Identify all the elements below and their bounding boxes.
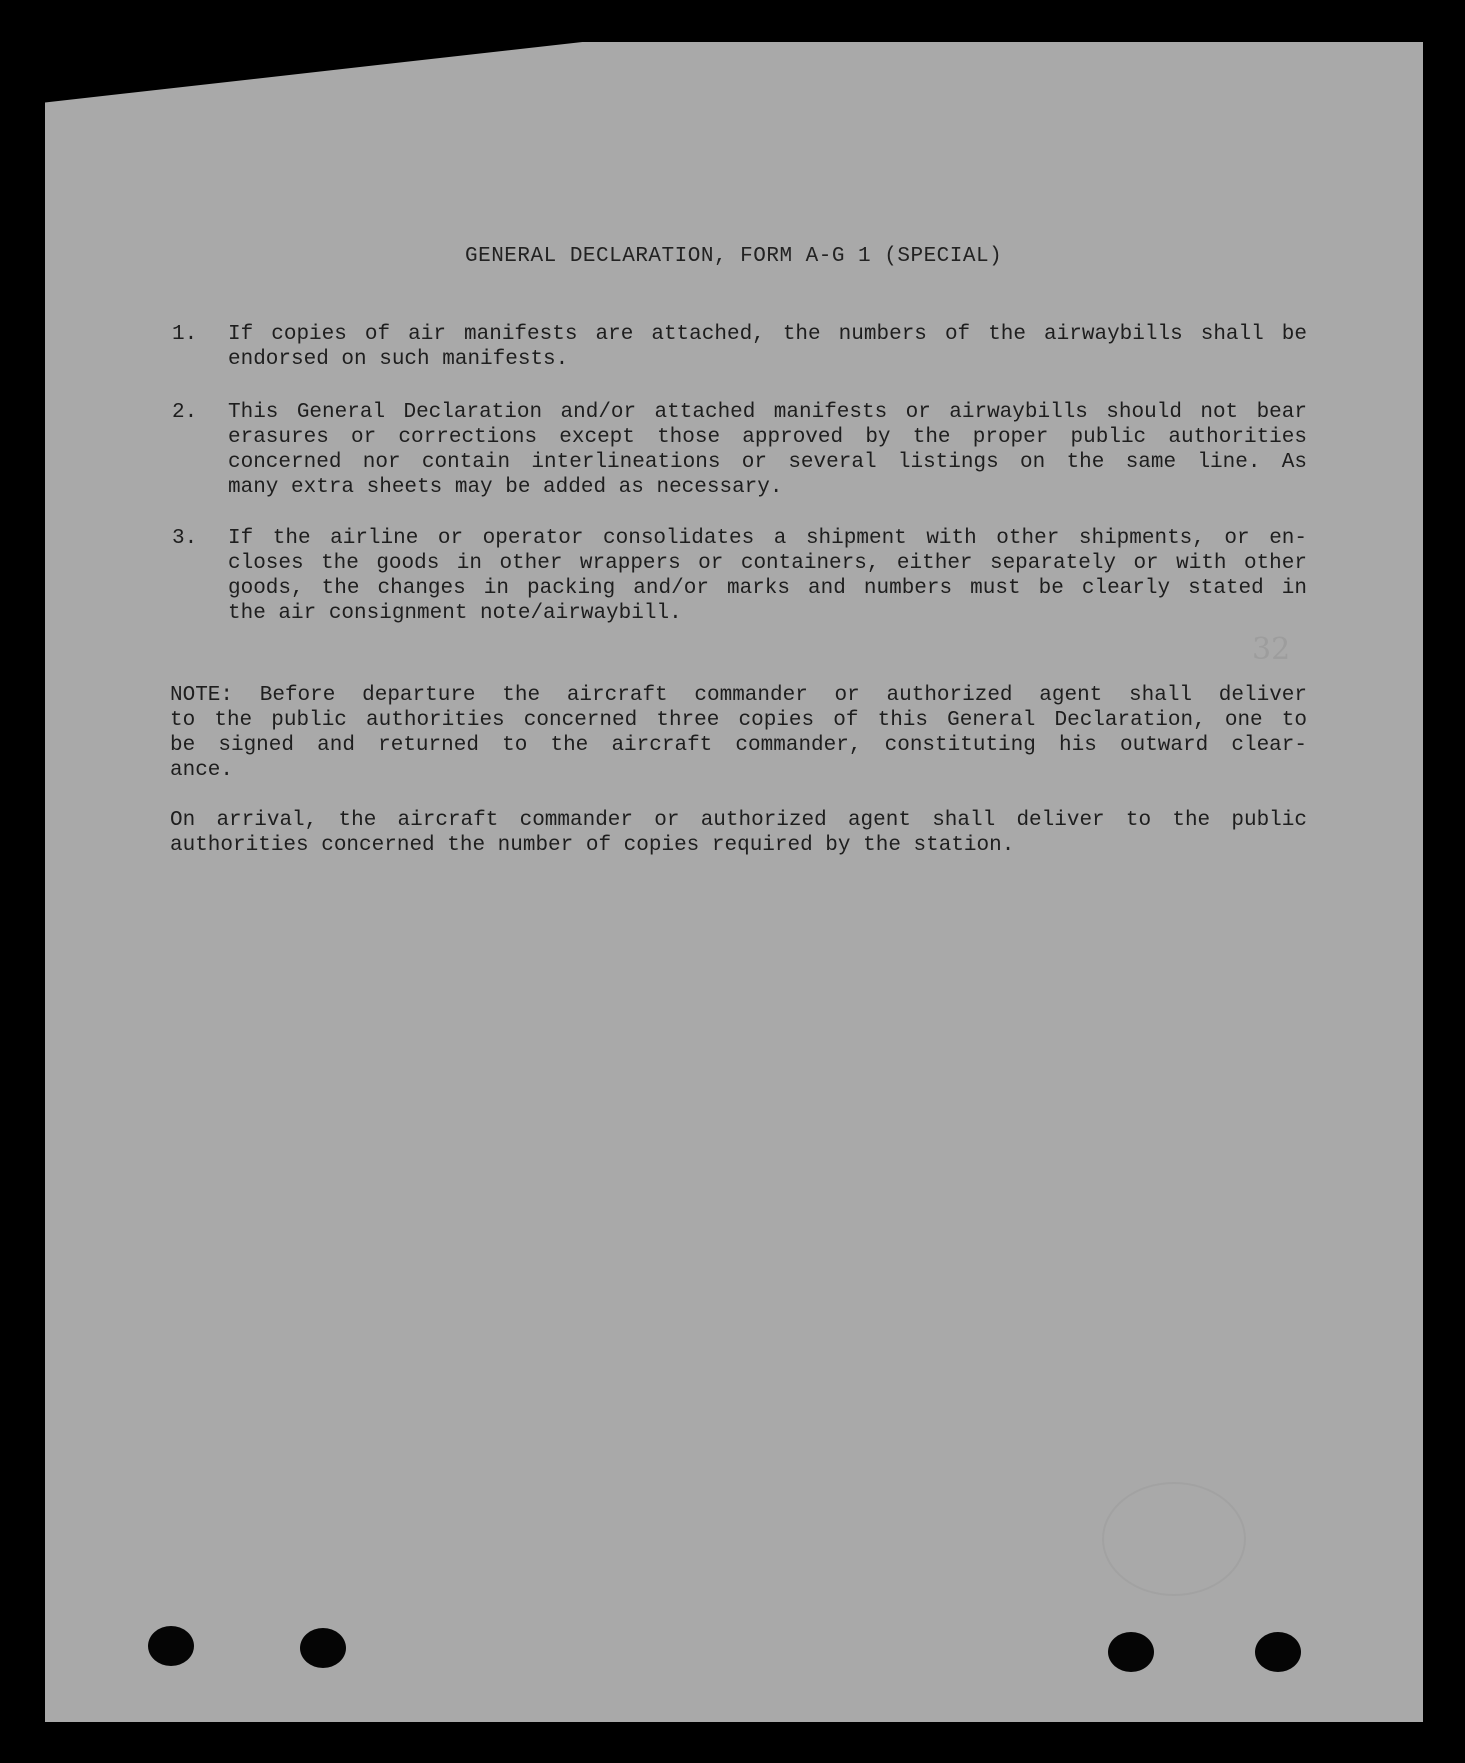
margin-mark: 32 bbox=[1252, 632, 1291, 667]
note-line: to the public authorities concerned three copies of this General Declaration, one to bbox=[170, 709, 1307, 732]
punch-hole bbox=[1108, 1632, 1154, 1672]
item-line: erasures or corrections except those approved by the proper public authorities bbox=[228, 426, 1307, 449]
arrival-line: authorities concerned the number of copies required by the station. bbox=[170, 834, 1015, 857]
note-line: be signed and returned to the aircraft commander, constituting his outward clear- bbox=[170, 734, 1307, 757]
item-number: 2. bbox=[172, 401, 198, 424]
item-number: 1. bbox=[172, 323, 198, 346]
item-line: endorsed on such manifests. bbox=[228, 348, 569, 371]
document-title: GENERAL DECLARATION, FORM A-G 1 (SPECIAL) bbox=[465, 245, 1003, 268]
punch-hole bbox=[1255, 1632, 1301, 1672]
list-item-2 bbox=[172, 400, 1307, 500]
arrival-paragraph bbox=[170, 808, 1307, 858]
item-line: the air consignment note/airwaybill. bbox=[228, 602, 682, 625]
list-item-1 bbox=[172, 322, 1307, 372]
note-line: NOTE: Before departure the aircraft commander or authorized agent shall deliver bbox=[170, 684, 1307, 707]
item-line: This General Declaration and/or attached manifests or airwaybills should not bear bbox=[228, 401, 1307, 424]
punch-hole bbox=[148, 1626, 194, 1666]
note-paragraph bbox=[170, 683, 1307, 783]
item-line: goods, the changes in packing and/or marks and numbers must be clearly stated in bbox=[228, 577, 1307, 600]
note-line: ance. bbox=[170, 759, 234, 782]
item-line: concerned nor contain interlineations or several listings on the same line. As bbox=[228, 451, 1307, 474]
document-page bbox=[45, 42, 1423, 1722]
punch-hole bbox=[300, 1628, 346, 1668]
item-line: If copies of air manifests are attached, the numbers of the airwaybills shall be bbox=[228, 323, 1307, 346]
item-line: If the airline or operator consolidates a shipment with other shipments, or en- bbox=[228, 527, 1307, 550]
list-item-3 bbox=[172, 526, 1307, 626]
arrival-line: On arrival, the aircraft commander or authorized agent shall deliver to the public bbox=[170, 809, 1307, 832]
faint-stamp bbox=[1102, 1482, 1246, 1596]
item-line: many extra sheets may be added as necessary. bbox=[228, 476, 783, 499]
item-number: 3. bbox=[172, 527, 198, 550]
item-line: closes the goods in other wrappers or containers, either separately or with other bbox=[228, 552, 1307, 575]
